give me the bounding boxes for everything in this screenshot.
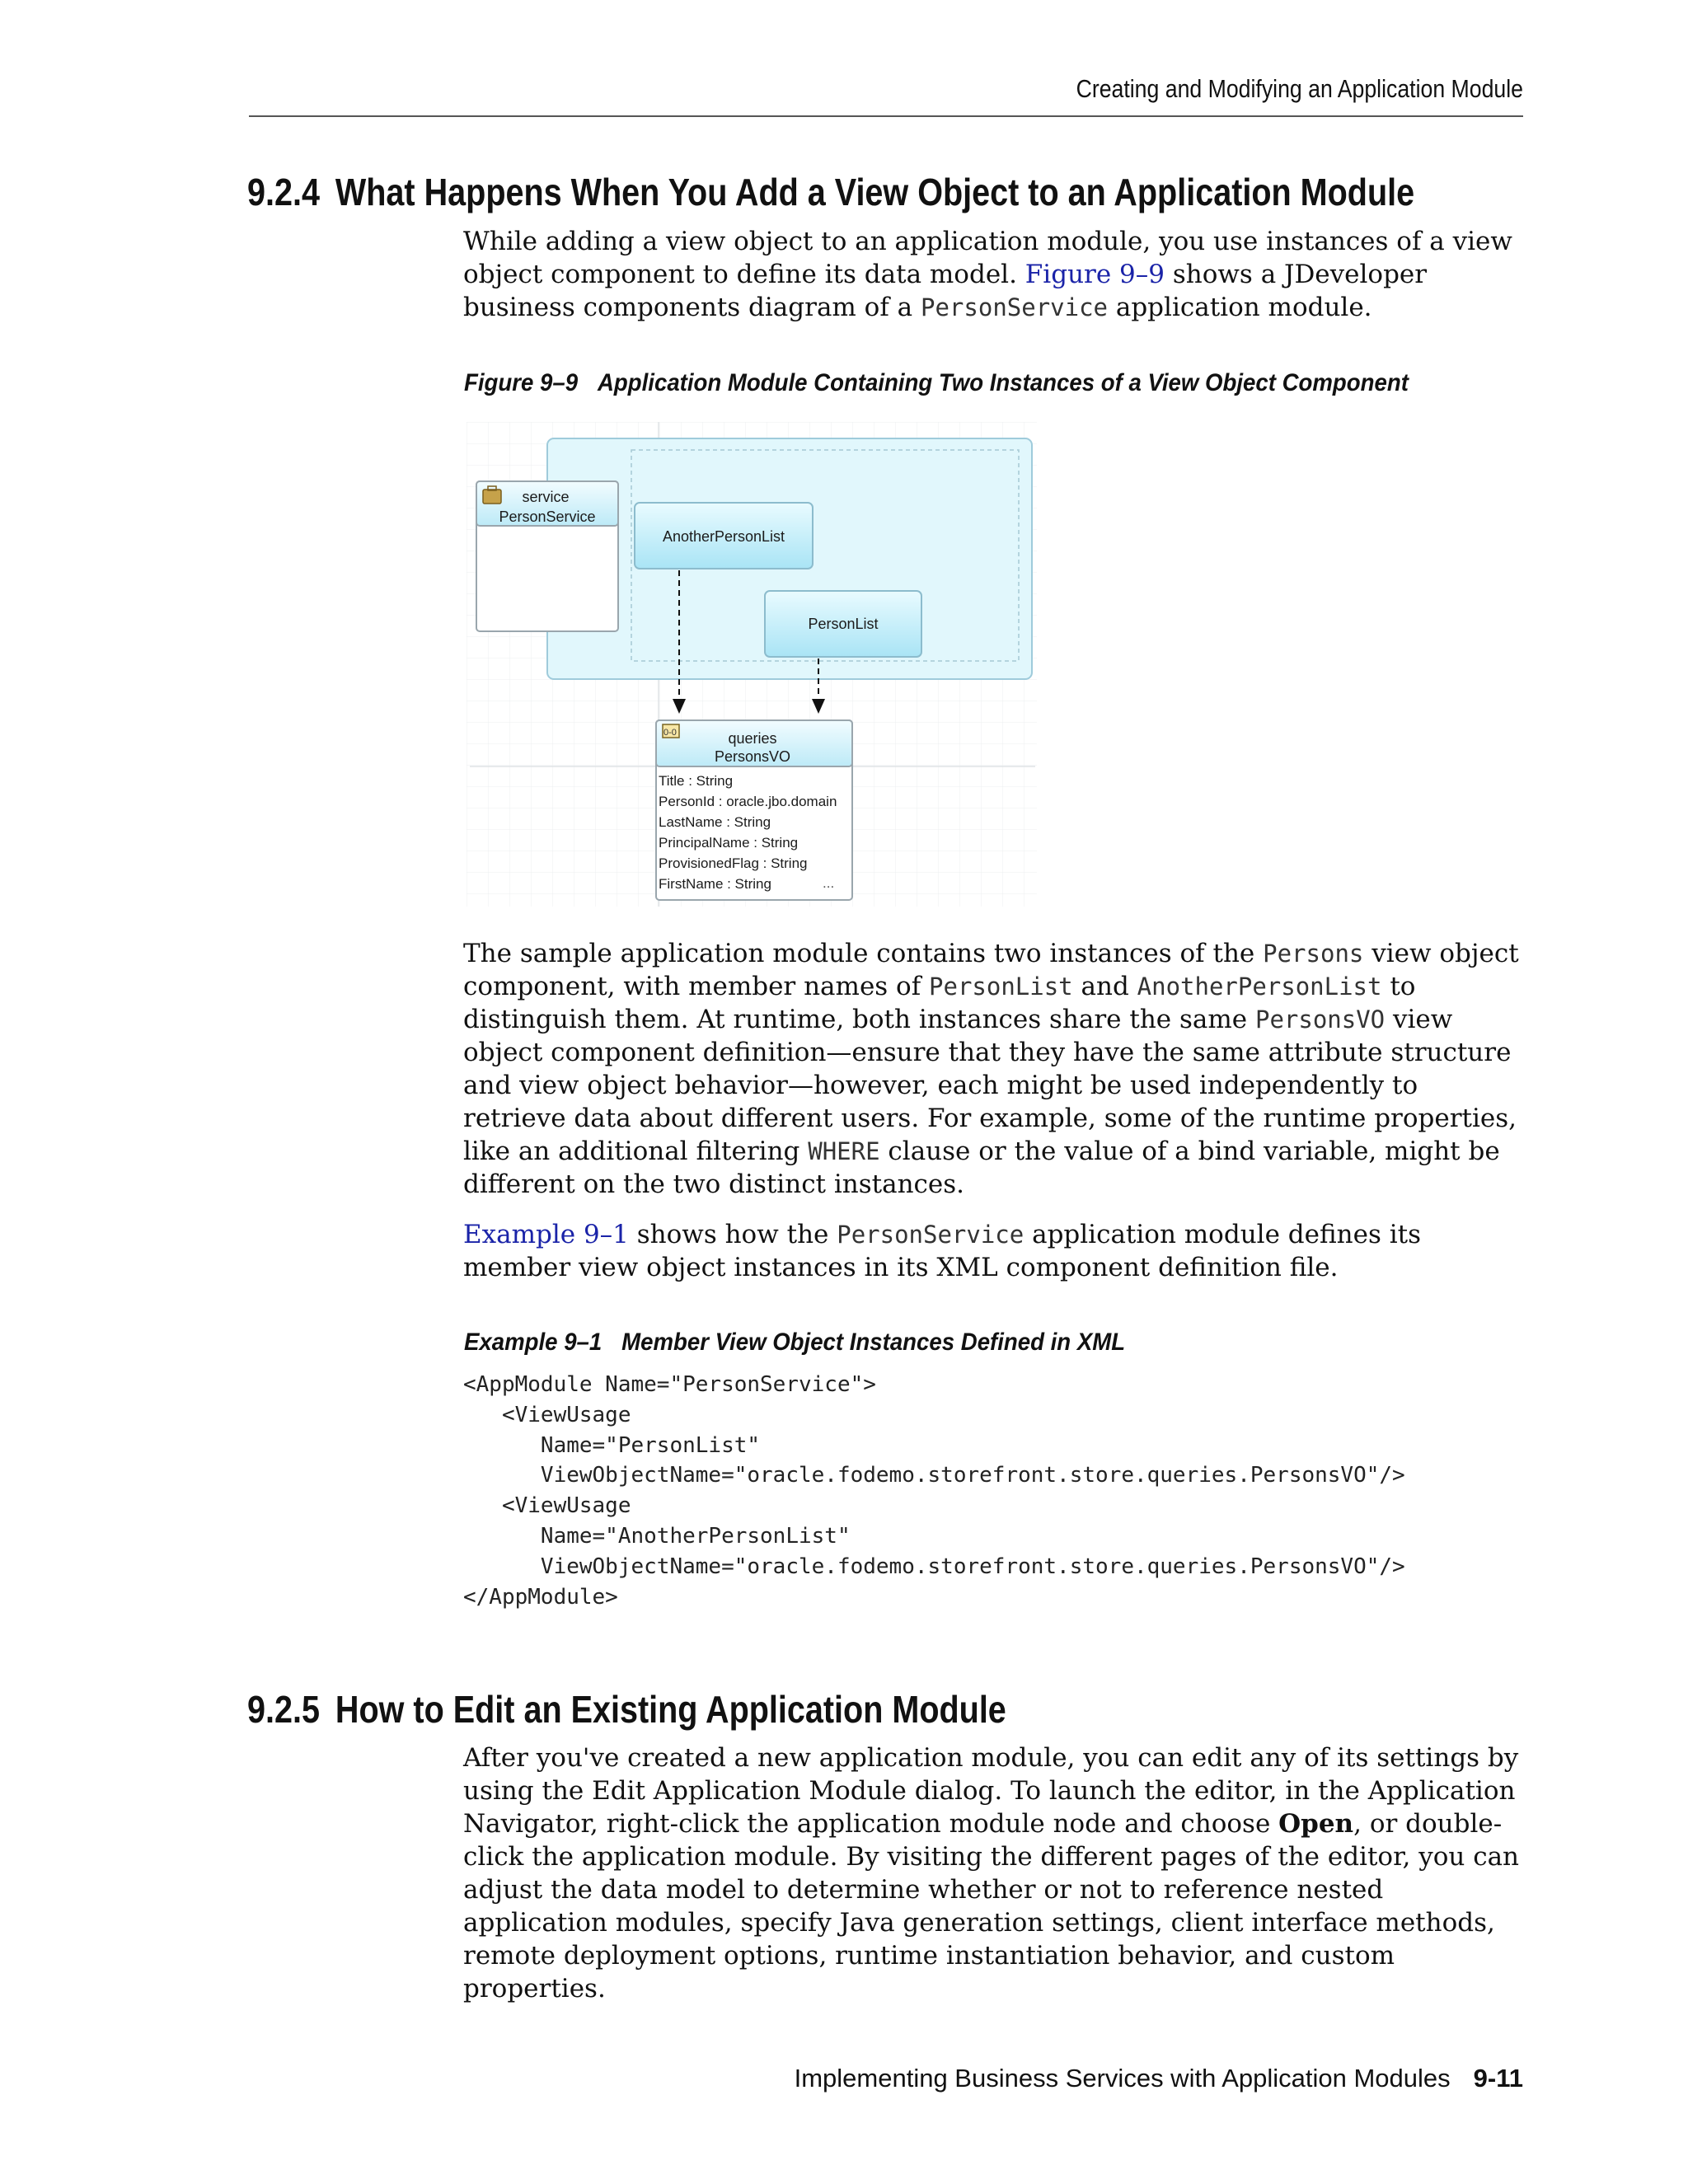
service-box (476, 481, 618, 631)
ui-term-open: Open (1278, 1809, 1354, 1839)
another-person-list-instance (635, 503, 813, 569)
code-term: PersonsVO (1255, 1005, 1386, 1033)
section-title: How to Edit an Existing Application Module (335, 1688, 1006, 1731)
persons-vo-box (656, 720, 852, 900)
text-run: , or double-click the application module. By visiting the different pages of the editor, you can adjust the data model to determine whether or not to reference nested application modules, specify Java generation settings, client interface methods, remote deployment options, runtime instantiation behavior, and custom properties. (463, 1809, 1520, 2004)
text-run: clause or the value of a bind variable, might be different on the two distinct instances. (463, 1137, 1500, 1199)
edit-module-paragraph (463, 1741, 1526, 2005)
section-title: What Happens When You Add a View Object to an Application Module (335, 171, 1415, 213)
code-term: Persons (1263, 940, 1364, 968)
text-run: view object component, with member names of (463, 939, 1519, 1001)
figure-caption (464, 369, 1409, 397)
vo-name: PersonsVO (714, 748, 791, 765)
text-run: shows how the (628, 1220, 837, 1249)
section-number: 9.2.5 (247, 1688, 320, 1731)
example-caption (464, 1329, 1125, 1357)
page-number: 9-11 (1473, 2064, 1523, 2093)
figure-title: Application Module Containing Two Instances of a View Object Component (597, 369, 1409, 396)
instance-label: PersonList (808, 616, 879, 632)
code-term: PersonService (837, 1221, 1025, 1249)
text-run: and (1072, 972, 1137, 1001)
example-title: Member View Object Instances Defined in XML (621, 1329, 1126, 1356)
code-term: AnotherPersonList (1137, 972, 1382, 1001)
text-run: view object component definition—ensure that they have the same attribute structure and view object behavior—however, each might be used independently to retrieve data about different users. For example, some of the runtime properties, like an additional filtering (463, 1005, 1517, 1166)
svg-text:0-0: 0-0 (663, 728, 677, 738)
text-run: to distinguish them. At runtime, both instances share the same (463, 972, 1416, 1034)
footer-title: Implementing Business Services with Application Modules (794, 2064, 1451, 2093)
header-rule (249, 115, 1523, 117)
service-stereotype: service (522, 489, 570, 505)
text-run: While adding a view object to an application module, you use instances of a view object component to define its data model. (463, 227, 1512, 289)
section-number: 9.2.4 (247, 171, 320, 213)
code-term: PersonList (929, 972, 1073, 1001)
section-heading-9-2-4 (247, 170, 1414, 214)
vo-attribute: Title : String (659, 773, 734, 789)
example-link[interactable]: Example 9–1 (463, 1220, 629, 1249)
instances-paragraph (463, 937, 1526, 1201)
vo-stereotype: queries (728, 730, 777, 747)
vo-attribute: ProvisionedFlag : String (659, 855, 808, 871)
intro-paragraph (463, 225, 1526, 324)
vo-attribute: LastName : String (659, 814, 771, 830)
text-run: The sample application module contains two instances of the (463, 939, 1264, 968)
running-header: Creating and Modifying an Application Module (1076, 74, 1523, 103)
instance-label: AnotherPersonList (662, 528, 785, 545)
more-attributes-ellipsis: ... (823, 875, 835, 891)
vo-attribute: PrincipalName : String (659, 835, 799, 851)
figure-link[interactable]: Figure 9–9 (1025, 260, 1165, 289)
vo-attribute: FirstName : String (659, 876, 771, 892)
example-label: Example 9–1 (464, 1329, 603, 1356)
code-term: PersonService (921, 293, 1108, 321)
business-components-diagram (467, 422, 1037, 907)
code-term: WHERE (808, 1137, 880, 1165)
person-list-instance (765, 591, 921, 657)
service-name: PersonService (499, 509, 596, 525)
section-heading-9-2-5 (247, 1687, 1006, 1732)
text-run: application module defines its member view object instances in its XML component definition file. (463, 1220, 1421, 1282)
xml-code-example: <AppModule Name="PersonService"> <ViewUsage Name="PersonList" ViewObjectName="oracle.fodemo.storefront.store.queries.PersonsVO"/> <ViewUsage Name="AnotherPersonList" ViewObjectName="oracle.fodemo.storefront.store.queries.PersonsVO"/> </AppModule> (463, 1372, 1405, 1610)
text-run: shows a JDeveloper business components diagram of a (463, 260, 1428, 322)
vo-attribute: PersonId : oracle.jbo.domain (659, 794, 837, 809)
figure-label: Figure 9–9 (464, 369, 579, 396)
view-object-icon (663, 724, 679, 738)
text-run: application module. (1108, 293, 1372, 322)
example-reference-paragraph (463, 1218, 1526, 1284)
text-run: After you've created a new application module, you can edit any of its settings by using the Edit Application Module dialog. To launch the editor, in the Application Navigator, right-click the application module node and choose (463, 1743, 1519, 1839)
page-footer (795, 2064, 1523, 2093)
